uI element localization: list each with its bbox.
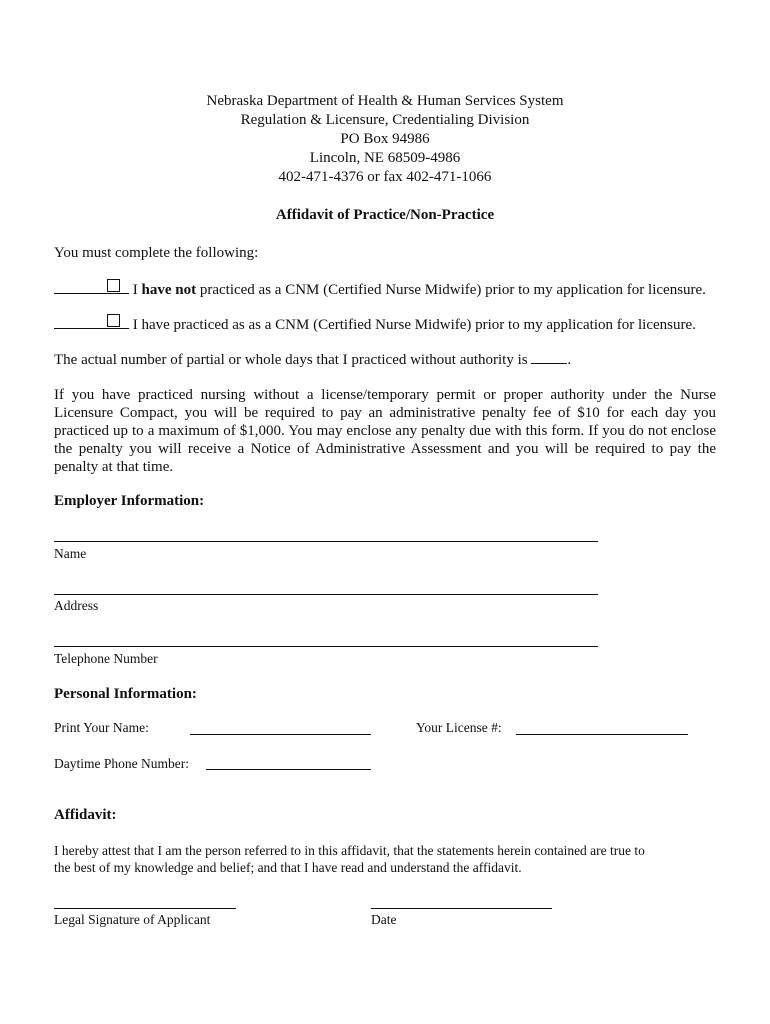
daytime-phone-label: Daytime Phone Number: [54,756,189,771]
daytime-phone-field[interactable] [206,769,371,770]
option-not-practiced-emphasis: have not [141,282,197,298]
division-name: Regulation & Licensure, Credentialing Division [240,112,530,128]
date-label: Date [371,912,397,927]
license-number-label: Your License #: [416,720,502,735]
initials-line-practiced[interactable] [54,314,129,329]
option-practiced [54,314,696,334]
personal-heading: Personal Information: [54,686,197,702]
form-title: Affidavit of Practice/Non-Practice [275,207,495,223]
employer-heading: Employer Information: [54,493,205,509]
days-question-text: The actual number of partial or whole days that I practiced without authority is [54,352,528,368]
penalty-paragraph: If you have practiced nursing without a license/temporary permit or proper authority under the Nurse Licensure Compact, you will be required to pay an administrative penalty fee of $10 for each day you practiced up to a maximum of $1,000. You may enclose any penalty due with this form. If you do not enclose the penalty you will receive a Notice of Administrative Assessment and you will be required to pay the penalty at that time. [54,387,716,475]
days-count-field[interactable] [531,363,567,364]
signature-label: Legal Signature of Applicant [54,912,211,927]
agency-name: Nebraska Department of Health & Human Services System [206,93,564,109]
phone-fax: 402-471-4376 or fax 402-471-1066 [278,169,492,185]
agency-header [0,92,770,187]
employer-address-field[interactable] [54,594,598,595]
initials-line-not-practiced[interactable] [54,279,129,294]
employer-address-label: Address [54,598,99,613]
option-practiced-text: I have practiced as as a CNM (Certified Nurse Midwife) prior to my application for licensure. [132,317,696,333]
checkbox-not-practiced[interactable] [107,279,120,292]
print-name-label: Print Your Name: [54,720,149,735]
option-not-practiced [54,279,706,299]
employer-name-label: Name [54,546,87,561]
affidavit-heading: Affidavit: [54,807,117,823]
affidavit-text-line-2: the best of my knowledge and belief; and that I have read and understand the affidavit. [54,860,522,875]
checkbox-practiced[interactable] [107,314,120,327]
instruction-text: You must complete the following: [54,245,259,261]
signature-field[interactable] [54,908,236,909]
days-question [54,351,571,369]
employer-phone-field[interactable] [54,646,598,647]
print-name-field[interactable] [190,734,371,735]
po-box: PO Box 94986 [340,131,430,147]
affidavit-text-line-1: I hereby attest that I am the person referred to in this affidavit, that the statements herein contained are true to [54,843,645,858]
date-field[interactable] [371,908,552,909]
option-not-practiced-lead: I [132,282,142,298]
employer-phone-label: Telephone Number [54,651,158,666]
employer-name-field[interactable] [54,541,598,542]
days-question-end: . [567,352,572,368]
city-state-zip: Lincoln, NE 68509-4986 [309,150,461,166]
option-not-practiced-rest: practiced as a CNM (Certified Nurse Midwife) prior to my application for licensure. [196,282,706,298]
license-number-field[interactable] [516,734,688,735]
